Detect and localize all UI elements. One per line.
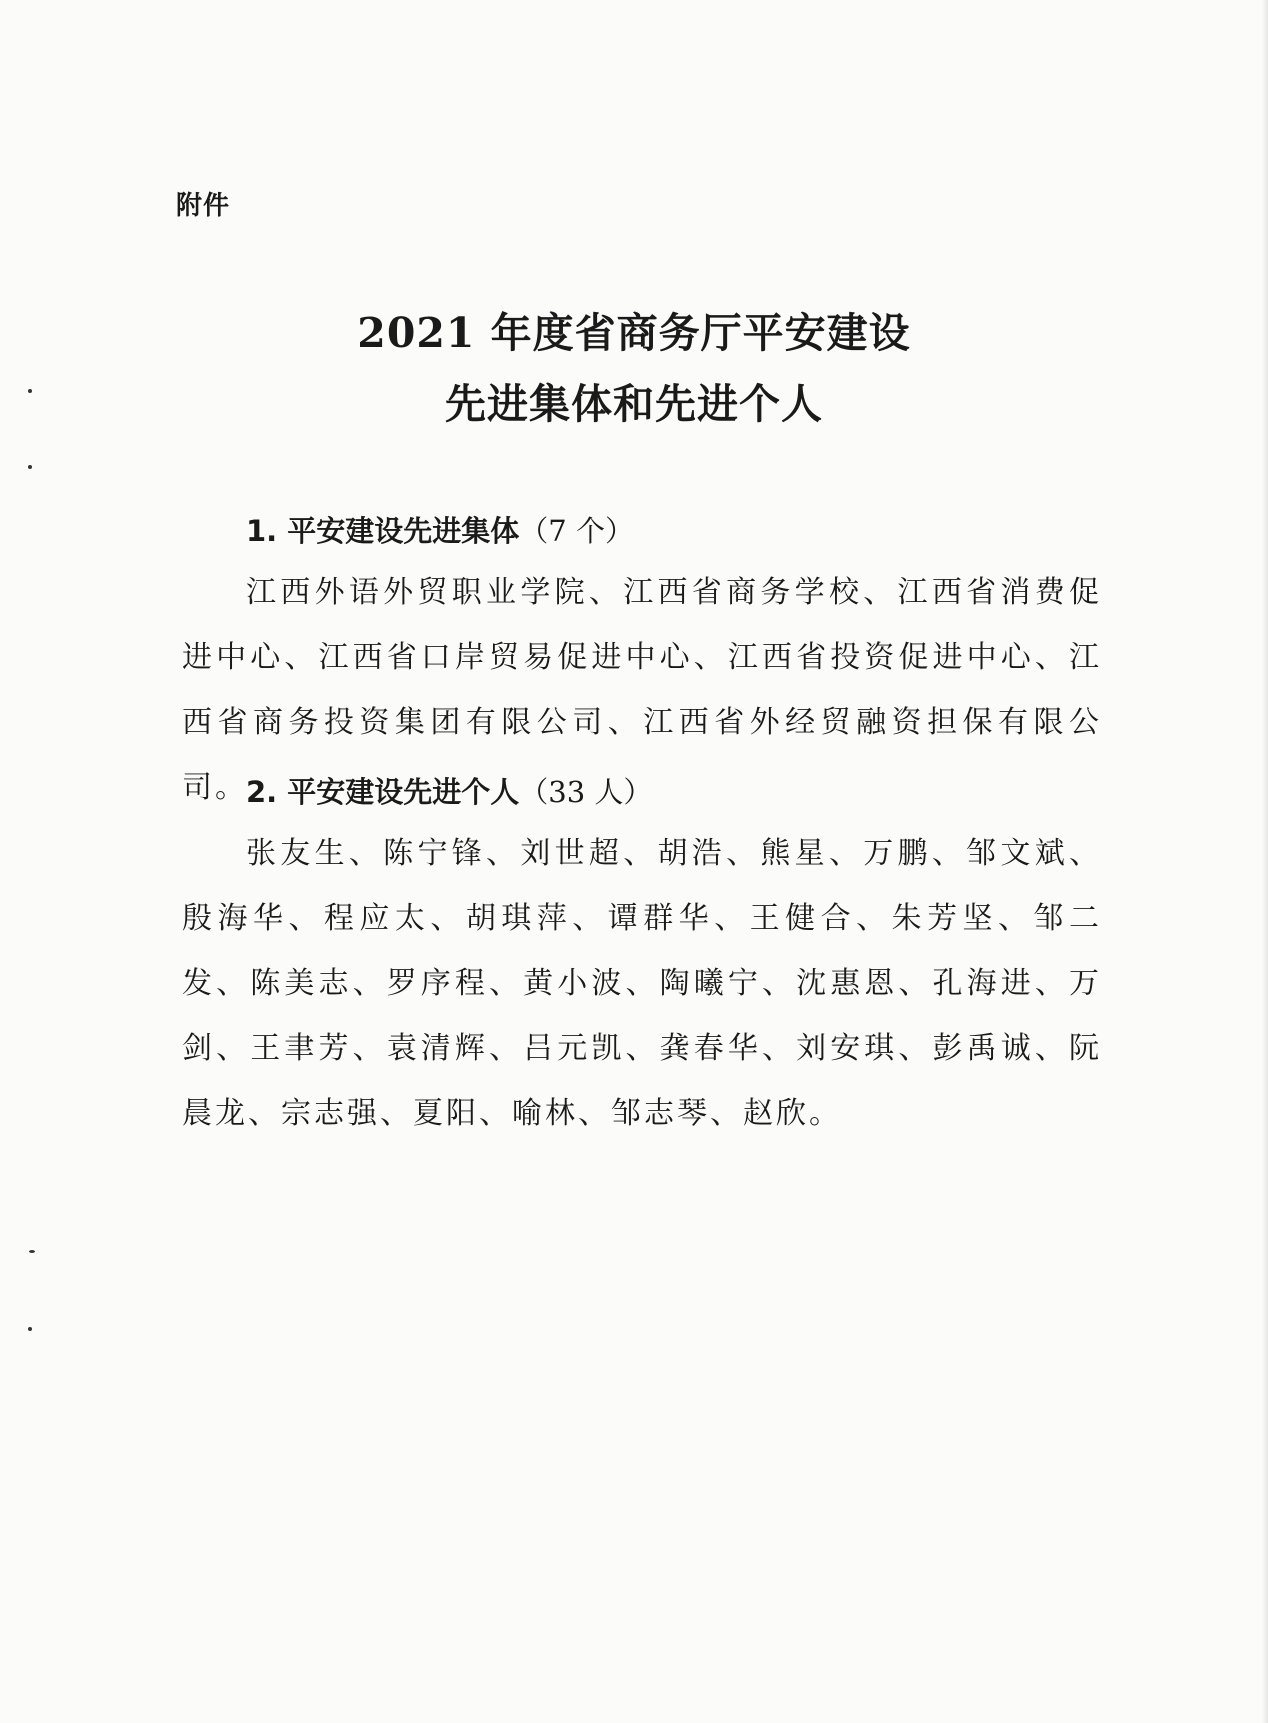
scan-edge-shadow [1262,0,1268,1723]
section-2-body: 张友生、陈宁锋、刘世超、胡浩、熊星、万鹏、邹文斌、殷海华、程应太、胡琪萍、谭群华、王健合、朱芳坚、邹二发、陈美志、罗序程、黄小波、陶曦宁、沈惠恩、孔海进、万剑、王聿芳、袁清辉、吕元凯、龚春华、刘安琪、彭禹诚、阮晨龙、宗志强、夏阳、喻林、邹志琴、赵欣。 [182,836,1102,1131]
document-title-line-2: 先进集体和先进个人 [445,380,823,428]
binding-hole-mark [29,1250,35,1253]
section-2-heading-text: 2. 平安建设先进个人 [246,775,520,809]
document-title-line-1: 2021 年度省商务厅平安建设 [357,309,911,357]
binding-hole-mark [28,465,32,469]
section-2-heading [246,770,652,811]
section-1-heading-text: 1. 平安建设先进集体 [246,514,520,548]
section-1-count: （7 个） [519,514,634,548]
section-1-body: 江西外语外贸职业学院、江西省商务学校、江西省消费促进中心、江西省口岸贸易促进中心、江西省投资促进中心、江西省商务投资集团有限公司、江西省外经贸融资担保有限公司。 [182,575,1102,805]
section-1-heading [246,509,634,550]
binding-hole-mark [28,1327,32,1331]
section-2-count: （33 人） [519,775,653,809]
attachment-label: 附件 [176,191,231,221]
